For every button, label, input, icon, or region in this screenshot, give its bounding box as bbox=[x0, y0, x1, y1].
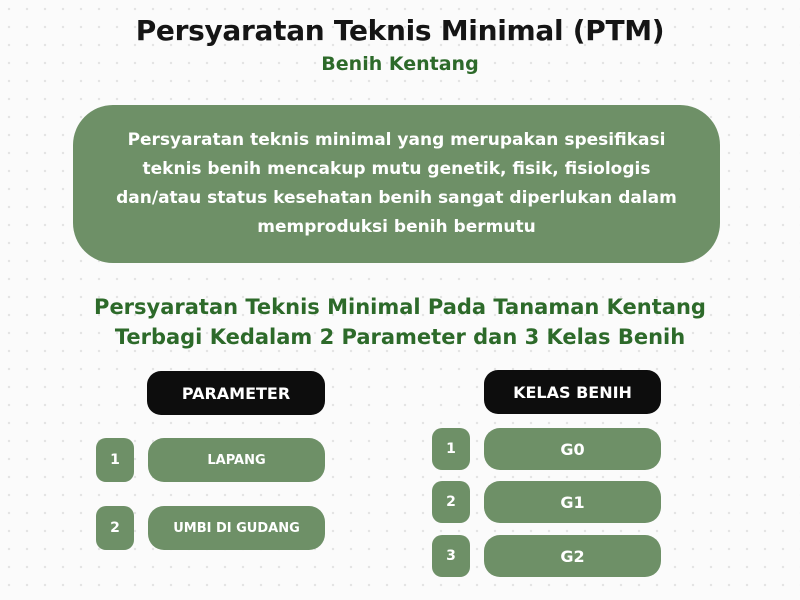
parameter-number-1: 1 bbox=[96, 438, 134, 482]
description-box bbox=[73, 105, 720, 263]
description-line: dan/atau status kesehatan benih sangat diperlukan dalam bbox=[116, 188, 677, 208]
page-title: Persyaratan Teknis Minimal (PTM) bbox=[135, 14, 665, 47]
heading-line: Persyaratan Teknis Minimal Pada Tanaman Kentang bbox=[94, 295, 706, 319]
kelas-item-g1: G1 bbox=[484, 481, 661, 523]
heading-line: Terbagi Kedalam 2 Parameter dan 3 Kelas Benih bbox=[114, 325, 686, 349]
kelas-number-2: 2 bbox=[432, 481, 470, 523]
kelas-number-1: 1 bbox=[432, 428, 470, 470]
parameter-number-2: 2 bbox=[96, 506, 134, 550]
description-line: Persyaratan teknis minimal yang merupakan spesifikasi bbox=[127, 130, 666, 150]
kelas-item-g2: G2 bbox=[484, 535, 661, 577]
kelas-item-g0: G0 bbox=[484, 428, 661, 470]
section-heading bbox=[0, 292, 800, 352]
parameter-item-umbi-di-gudang: UMBI DI GUDANG bbox=[148, 506, 325, 550]
description-line: teknis benih mencakup mutu genetik, fisik, fisiologis bbox=[142, 159, 651, 179]
kelas-number-3: 3 bbox=[432, 535, 470, 577]
page-subtitle: Benih Kentang bbox=[321, 53, 479, 75]
parameter-item-lapang: LAPANG bbox=[148, 438, 325, 482]
description-text bbox=[116, 126, 677, 242]
kelas-benih-header: KELAS BENIH bbox=[484, 370, 661, 414]
parameter-header: PARAMETER bbox=[147, 371, 325, 415]
description-line: memproduksi benih bermutu bbox=[257, 217, 536, 237]
